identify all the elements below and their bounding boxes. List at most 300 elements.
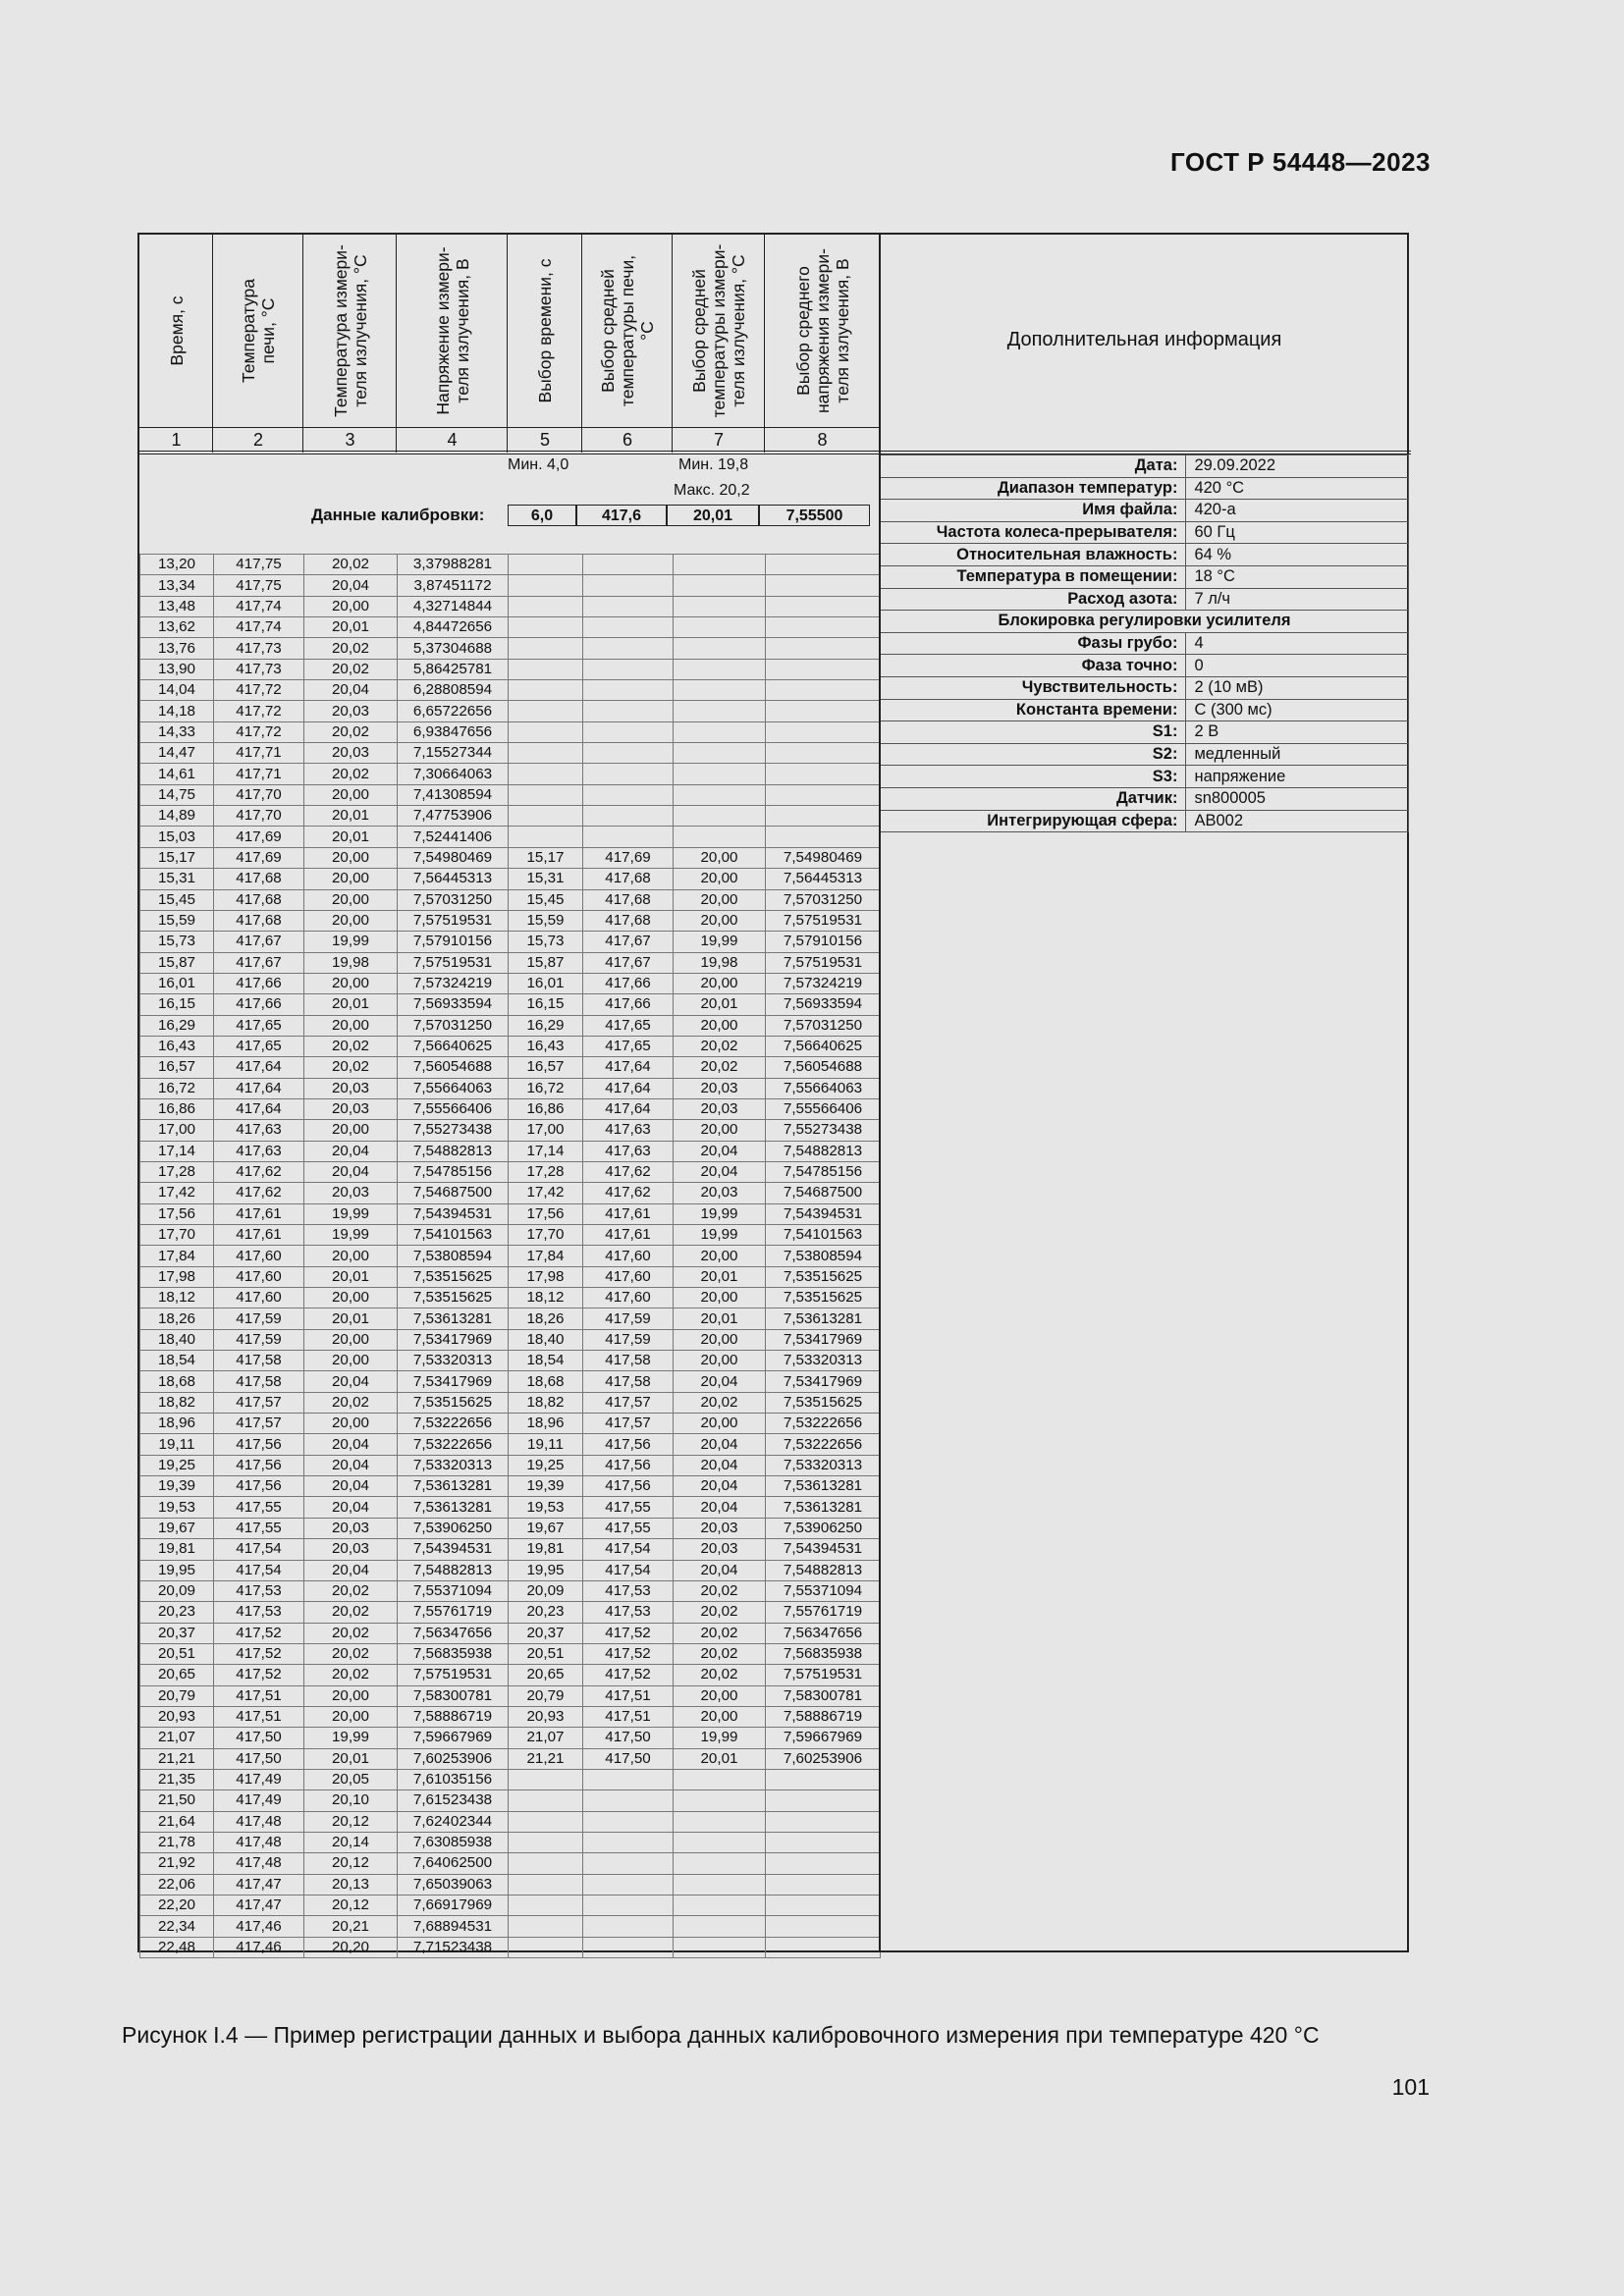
table-cell: 7,54882813 — [398, 1560, 509, 1580]
table-cell: 7,62402344 — [398, 1811, 509, 1832]
table-cell: 20,04 — [674, 1455, 766, 1475]
table-cell: 13,90 — [140, 659, 214, 679]
table-cell: 417,57 — [583, 1392, 674, 1413]
table-cell: 417,53 — [214, 1602, 304, 1623]
table-cell: 7,53320313 — [766, 1351, 881, 1371]
table-cell: 20,01 — [304, 994, 398, 1015]
table-cell: 417,67 — [214, 932, 304, 952]
table-cell: 417,66 — [214, 973, 304, 993]
table-cell: 20,00 — [304, 1706, 398, 1727]
table-cell: 7,57031250 — [766, 1015, 881, 1036]
table-cell: 20,02 — [674, 1392, 766, 1413]
table-cell: 7,54101563 — [398, 1225, 509, 1246]
table-cell: 17,42 — [140, 1183, 214, 1203]
info-value: 18 °C — [1186, 565, 1409, 588]
info-key: Относительная влажность: — [881, 544, 1186, 566]
table-row — [140, 1937, 881, 1957]
table-row — [140, 784, 881, 805]
table-cell: 6,28808594 — [398, 680, 509, 701]
table-cell — [766, 575, 881, 596]
table-cell: 21,92 — [140, 1853, 214, 1874]
table-cell: 7,53906250 — [398, 1518, 509, 1538]
table-cell: 417,52 — [583, 1623, 674, 1643]
info-row — [881, 500, 1409, 522]
table-cell: 20,02 — [304, 1623, 398, 1643]
table-cell: 16,15 — [140, 994, 214, 1015]
table-cell: 15,73 — [140, 932, 214, 952]
table-cell — [509, 1874, 583, 1895]
table-cell: 15,73 — [509, 932, 583, 952]
table-cell: 20,03 — [304, 1518, 398, 1538]
table-cell — [509, 1853, 583, 1874]
info-row — [881, 810, 1409, 832]
table-cell: 20,04 — [304, 1434, 398, 1455]
table-row — [140, 1685, 881, 1706]
table-cell — [583, 1832, 674, 1852]
info-key: Интегрирующая сфера: — [881, 810, 1186, 832]
table-cell: 417,70 — [214, 784, 304, 805]
table-cell: 20,01 — [304, 617, 398, 638]
table-cell: 417,54 — [583, 1539, 674, 1560]
table-cell — [509, 1790, 583, 1811]
table-cell: 20,02 — [674, 1057, 766, 1078]
table-cell: 417,69 — [583, 847, 674, 868]
table-cell: 17,00 — [509, 1120, 583, 1141]
table-cell: 417,56 — [214, 1476, 304, 1497]
table-cell: 15,87 — [140, 952, 214, 973]
table-cell: 7,56835938 — [398, 1643, 509, 1664]
table-cell: 417,59 — [214, 1308, 304, 1329]
table-row — [140, 1580, 881, 1601]
table-cell: 17,56 — [509, 1203, 583, 1224]
table-cell: 20,02 — [304, 1643, 398, 1664]
info-key: Диапазон температур: — [881, 477, 1186, 500]
table-cell: 17,70 — [509, 1225, 583, 1246]
table-cell: 20,03 — [674, 1539, 766, 1560]
table-cell: 20,00 — [304, 1288, 398, 1308]
table-cell — [674, 659, 766, 679]
table-cell: 7,57031250 — [398, 889, 509, 910]
table-cell: 18,12 — [140, 1288, 214, 1308]
info-key: Константа времени: — [881, 699, 1186, 721]
table-cell: 20,04 — [674, 1161, 766, 1182]
table-cell: 7,57519531 — [398, 910, 509, 931]
table-row — [140, 1246, 881, 1266]
table-cell: 21,35 — [140, 1769, 214, 1789]
table-cell: 20,00 — [304, 889, 398, 910]
table-cell: 417,63 — [583, 1120, 674, 1141]
table-row — [140, 1225, 881, 1246]
table-cell: 20,00 — [674, 1246, 766, 1266]
table-row — [140, 1539, 881, 1560]
table-cell: 3,87451172 — [398, 575, 509, 596]
table-row — [140, 1706, 881, 1727]
table-cell — [583, 1896, 674, 1916]
table-cell — [583, 1790, 674, 1811]
table-cell: 7,55566406 — [398, 1098, 509, 1119]
table-cell: 7,57519531 — [398, 1665, 509, 1685]
table-cell: 17,98 — [140, 1266, 214, 1287]
table-row — [140, 659, 881, 679]
table-cell — [583, 784, 674, 805]
table-row — [140, 847, 881, 868]
table-row — [140, 1623, 881, 1643]
table-row — [140, 1141, 881, 1161]
table-cell: 7,53515625 — [766, 1288, 881, 1308]
table-cell — [509, 1896, 583, 1916]
table-cell: 417,53 — [583, 1580, 674, 1601]
table-cell: 18,12 — [509, 1288, 583, 1308]
table-cell — [766, 1916, 881, 1937]
table-cell: 17,56 — [140, 1203, 214, 1224]
info-key: Чувствительность: — [881, 676, 1186, 699]
table-cell: 7,47753906 — [398, 806, 509, 827]
table-cell — [509, 743, 583, 764]
table-cell: 417,59 — [583, 1308, 674, 1329]
table-cell: 13,20 — [140, 555, 214, 575]
table-cell: 20,00 — [674, 889, 766, 910]
table-cell: 417,62 — [583, 1183, 674, 1203]
table-row — [140, 743, 881, 764]
table-cell: 19,39 — [509, 1476, 583, 1497]
table-cell: 19,67 — [509, 1518, 583, 1538]
table-cell — [583, 764, 674, 784]
table-cell: 7,55273438 — [398, 1120, 509, 1141]
table-cell: 417,52 — [214, 1665, 304, 1685]
table-row — [140, 1748, 881, 1769]
table-cell: 7,58886719 — [398, 1706, 509, 1727]
info-value: 420-a — [1186, 500, 1409, 522]
column-header-text: Напряжение измери- теля излучения, В — [432, 246, 472, 415]
table-cell: 417,54 — [583, 1560, 674, 1580]
table-row — [140, 1098, 881, 1119]
table-cell — [509, 1769, 583, 1789]
table-row — [140, 721, 881, 742]
column-number: 1 — [171, 430, 182, 450]
table-cell: 19,99 — [674, 1203, 766, 1224]
table-cell: 417,53 — [214, 1580, 304, 1601]
column-header-7 — [673, 235, 765, 427]
table-cell: 7,58886719 — [766, 1706, 881, 1727]
table-cell: 19,39 — [140, 1476, 214, 1497]
table-cell: 20,23 — [509, 1602, 583, 1623]
table-cell: 7,54394531 — [766, 1203, 881, 1224]
column-number: 3 — [345, 430, 355, 450]
table-cell: 14,18 — [140, 701, 214, 721]
table-cell: 22,06 — [140, 1874, 214, 1895]
table-row — [140, 1832, 881, 1852]
table-cell: 20,00 — [674, 1288, 766, 1308]
table-cell — [509, 721, 583, 742]
table-cell: 20,02 — [674, 1036, 766, 1056]
table-cell: 20,02 — [304, 638, 398, 659]
table-cell: 20,00 — [674, 847, 766, 868]
table-cell — [674, 701, 766, 721]
info-row — [881, 521, 1409, 544]
table-cell: 15,03 — [140, 827, 214, 847]
table-cell: 20,02 — [304, 1580, 398, 1601]
column-header-text: Время, с — [166, 295, 187, 366]
table-cell: 417,54 — [214, 1560, 304, 1580]
table-cell: 417,66 — [214, 994, 304, 1015]
table-row — [140, 1643, 881, 1664]
table-cell: 417,50 — [583, 1728, 674, 1748]
info-row — [881, 676, 1409, 699]
table-cell: 7,53417969 — [398, 1329, 509, 1350]
table-cell: 20,02 — [304, 721, 398, 742]
header-column-divider — [879, 235, 881, 1952]
table-cell: 417,60 — [583, 1246, 674, 1266]
table-cell: 20,12 — [304, 1811, 398, 1832]
table-cell: 7,55664063 — [766, 1078, 881, 1098]
table-cell: 19,99 — [674, 1728, 766, 1748]
table-cell: 417,65 — [214, 1015, 304, 1036]
table-cell: 417,64 — [583, 1078, 674, 1098]
table-cell: 20,00 — [304, 910, 398, 931]
table-cell: 417,74 — [214, 596, 304, 616]
table-cell: 20,03 — [304, 1183, 398, 1203]
table-cell: 417,66 — [583, 973, 674, 993]
info-key: S3: — [881, 766, 1186, 788]
table-cell: 7,57031250 — [766, 889, 881, 910]
table-cell: 20,02 — [304, 1665, 398, 1685]
table-cell: 20,12 — [304, 1853, 398, 1874]
table-row — [140, 1455, 881, 1475]
table-cell: 16,01 — [509, 973, 583, 993]
table-cell: 7,53906250 — [766, 1518, 881, 1538]
table-cell: 15,31 — [509, 869, 583, 889]
table-cell: 7,56445313 — [766, 869, 881, 889]
table-cell — [509, 1916, 583, 1937]
table-cell: 19,67 — [140, 1518, 214, 1538]
table-cell: 20,05 — [304, 1769, 398, 1789]
table-cell — [766, 701, 881, 721]
info-value: sn800005 — [1186, 787, 1409, 810]
table-cell — [766, 743, 881, 764]
table-cell: 7,53613281 — [398, 1497, 509, 1518]
table-row — [140, 764, 881, 784]
column-header-6 — [582, 235, 673, 427]
table-cell: 18,40 — [509, 1329, 583, 1350]
table-cell: 20,00 — [304, 1414, 398, 1434]
table-cell: 417,52 — [214, 1623, 304, 1643]
table-cell: 20,03 — [304, 743, 398, 764]
table-cell: 20,03 — [304, 701, 398, 721]
table-cell: 7,58300781 — [766, 1685, 881, 1706]
info-key: Имя файла: — [881, 500, 1186, 522]
table-cell — [674, 764, 766, 784]
table-cell: 19,99 — [304, 1225, 398, 1246]
table-cell: 417,72 — [214, 701, 304, 721]
table-cell — [509, 827, 583, 847]
table-cell: 7,54882813 — [766, 1141, 881, 1161]
table-cell: 7,57519531 — [766, 1665, 881, 1685]
calibration-time: 6,0 — [508, 505, 576, 526]
table-cell: 417,50 — [214, 1748, 304, 1769]
table-row — [140, 869, 881, 889]
table-cell — [766, 721, 881, 742]
table-cell: 7,55761719 — [398, 1602, 509, 1623]
table-cell: 20,02 — [674, 1643, 766, 1664]
table-cell: 20,04 — [304, 575, 398, 596]
figure-caption: Рисунок I.4 — Пример регистрации данных и выбора данных калибровочного измерения при температуре 420 °С — [122, 2022, 1320, 2048]
table-cell: 15,87 — [509, 952, 583, 973]
table-cell: 16,29 — [140, 1015, 214, 1036]
table-cell: 7,53613281 — [766, 1497, 881, 1518]
info-row — [881, 787, 1409, 810]
table-cell: 7,53515625 — [766, 1392, 881, 1413]
calibration-voltage: 7,55500 — [759, 505, 870, 526]
info-row — [881, 766, 1409, 788]
column-number: 8 — [817, 430, 828, 450]
table-row — [140, 1518, 881, 1538]
table-cell: 19,98 — [674, 952, 766, 973]
table-cell: 13,76 — [140, 638, 214, 659]
table-cell: 20,02 — [674, 1623, 766, 1643]
table-cell: 18,26 — [140, 1308, 214, 1329]
table-cell: 7,56640625 — [398, 1036, 509, 1056]
table-cell — [509, 596, 583, 616]
table-row — [140, 973, 881, 993]
info-row — [881, 477, 1409, 500]
table-row — [140, 555, 881, 575]
table-cell: 417,56 — [583, 1434, 674, 1455]
table-row — [140, 1057, 881, 1078]
info-row — [881, 721, 1409, 744]
table-cell: 18,96 — [140, 1414, 214, 1434]
table-cell — [583, 575, 674, 596]
table-cell: 20,00 — [674, 1120, 766, 1141]
standard-id: ГОСТ Р 54448—2023 — [1169, 147, 1431, 177]
info-key: Фаза точно: — [881, 655, 1186, 677]
table-cell: 14,61 — [140, 764, 214, 784]
table-cell: 20,01 — [304, 1308, 398, 1329]
table-cell: 7,54980469 — [766, 847, 881, 868]
table-cell: 7,54687500 — [398, 1183, 509, 1203]
table-cell: 7,55566406 — [766, 1098, 881, 1119]
table-cell — [674, 721, 766, 742]
table-cell: 21,07 — [509, 1728, 583, 1748]
table-cell: 20,01 — [304, 806, 398, 827]
table-cell: 7,53613281 — [766, 1476, 881, 1497]
table-cell — [509, 555, 583, 575]
table-cell: 20,00 — [674, 1015, 766, 1036]
table-cell: 20,04 — [304, 1476, 398, 1497]
table-cell: 20,00 — [674, 1685, 766, 1706]
table-cell: 20,00 — [304, 1685, 398, 1706]
table-cell: 17,84 — [509, 1246, 583, 1266]
table-cell: 20,00 — [674, 973, 766, 993]
info-value: 64 % — [1186, 544, 1409, 566]
table-cell: 19,99 — [304, 932, 398, 952]
table-cell — [583, 721, 674, 742]
table-cell: 18,26 — [509, 1308, 583, 1329]
table-cell — [766, 1811, 881, 1832]
table-cell: 20,04 — [304, 1161, 398, 1182]
info-row — [881, 743, 1409, 766]
table-cell: 417,63 — [583, 1141, 674, 1161]
table-cell: 417,60 — [583, 1266, 674, 1287]
column-header-2 — [213, 235, 303, 427]
table-cell: 7,54785156 — [398, 1161, 509, 1182]
column-header-3 — [303, 235, 397, 427]
table-cell: 7,54394531 — [766, 1539, 881, 1560]
table-cell: 16,72 — [140, 1078, 214, 1098]
column-header-1 — [139, 235, 213, 427]
table-cell — [509, 701, 583, 721]
table-cell: 7,54687500 — [766, 1183, 881, 1203]
table-cell: 16,43 — [140, 1036, 214, 1056]
table-row — [140, 1874, 881, 1895]
table-cell — [583, 1937, 674, 1957]
table-cell: 20,02 — [304, 1602, 398, 1623]
table-cell: 20,00 — [674, 869, 766, 889]
table-cell — [509, 764, 583, 784]
table-cell — [766, 680, 881, 701]
column-header-text: Выбор средней температуры измери- теля излучения, °С — [689, 243, 748, 418]
table-cell — [509, 1832, 583, 1852]
column-number: 4 — [447, 430, 458, 450]
table-row — [140, 994, 881, 1015]
table-cell: 20,04 — [304, 1497, 398, 1518]
info-row — [881, 544, 1409, 566]
table-cell: 7,65039063 — [398, 1874, 509, 1895]
table-cell — [674, 596, 766, 616]
table-cell — [674, 806, 766, 827]
table-cell: 417,55 — [583, 1497, 674, 1518]
info-key: S1: — [881, 721, 1186, 744]
table-cell: 417,64 — [214, 1098, 304, 1119]
table-cell: 417,52 — [583, 1665, 674, 1685]
table-cell: 20,01 — [304, 1266, 398, 1287]
table-cell — [674, 1916, 766, 1937]
table-cell: 7,64062500 — [398, 1853, 509, 1874]
info-row — [881, 455, 1409, 478]
column-number: 5 — [539, 430, 550, 450]
table-cell — [583, 1853, 674, 1874]
table-cell: 19,25 — [509, 1455, 583, 1475]
table-cell: 20,23 — [140, 1602, 214, 1623]
table-row — [140, 932, 881, 952]
measurement-table — [139, 554, 881, 1958]
table-row — [140, 1790, 881, 1811]
table-cell: 7,56054688 — [766, 1057, 881, 1078]
table-cell: 7,61035156 — [398, 1769, 509, 1789]
table-row — [140, 1414, 881, 1434]
table-cell — [674, 743, 766, 764]
table-cell: 20,04 — [304, 1141, 398, 1161]
table-row — [140, 1308, 881, 1329]
table-cell: 7,57519531 — [766, 910, 881, 931]
table-cell: 20,01 — [304, 827, 398, 847]
table-row — [140, 889, 881, 910]
table-cell: 417,52 — [583, 1643, 674, 1664]
table-cell: 16,57 — [509, 1057, 583, 1078]
table-cell: 7,54882813 — [766, 1560, 881, 1580]
table-cell: 19,95 — [140, 1560, 214, 1580]
table-row — [140, 1015, 881, 1036]
table-cell: 20,00 — [304, 973, 398, 993]
table-cell: 20,37 — [140, 1623, 214, 1643]
table-cell: 20,02 — [304, 1392, 398, 1413]
table-cell: 16,43 — [509, 1036, 583, 1056]
table-cell: 20,04 — [304, 680, 398, 701]
column-number: 7 — [713, 430, 724, 450]
table-cell — [766, 555, 881, 575]
table-row — [140, 827, 881, 847]
table-cell: 20,01 — [674, 1308, 766, 1329]
table-cell: 17,14 — [509, 1141, 583, 1161]
